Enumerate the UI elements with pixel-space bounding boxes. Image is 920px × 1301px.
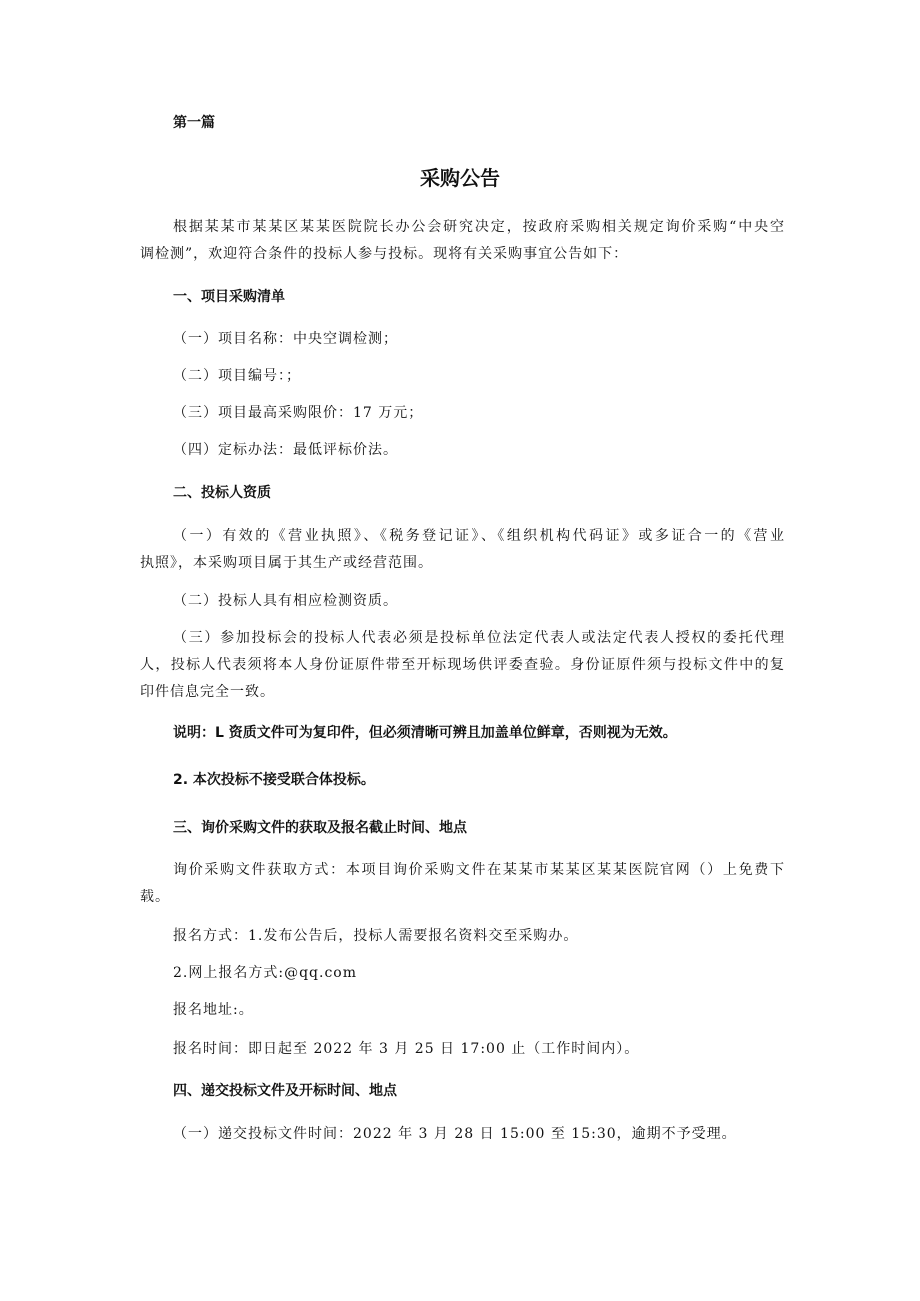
section-4-item-1: （一）递交投标文件时间：2022 年 3 月 28 日 15:00 至 15:30，逾期不予受理。 xyxy=(173,1126,737,1142)
part-label: 第一篇 xyxy=(173,115,215,131)
page-title: 采购公告 xyxy=(420,166,500,190)
section-1-item-4: （四）定标办法：最低评标价法。 xyxy=(173,442,398,458)
section-2-item-3-line-1: （三）参加投标会的投标人代表必须是投标单位法定代表人或法定代表人授权的委托代理 xyxy=(173,630,785,646)
section-3-address: 报名地址:。 xyxy=(173,1002,254,1018)
section-3-heading: 三、询价采购文件的获取及报名截止时间、地点 xyxy=(173,820,467,836)
section-3-obtain-line-1: 询价采购文件获取方式：本项目询价采购文件在某某市某某区某某医院官网（）上免费下 xyxy=(173,862,785,878)
section-3-time: 报名时间：即日起至 2022 年 3 月 25 日 17:00 止（工作时间内）。 xyxy=(173,1041,640,1057)
intro-line-1: 根据某某市某某区某某医院院长办公会研究决定，按政府采购相关规定询价采购“中央空 xyxy=(173,219,785,235)
section-1-item-1: （一）项目名称：中央空调检测； xyxy=(173,331,398,347)
section-3-online-signup: 2.网上报名方式:@qq.com xyxy=(173,965,357,981)
section-2-item-1-line-2: 执照》，本采购项目属于其生产或经营范围。 xyxy=(140,555,433,571)
section-4-heading: 四、递交投标文件及开标时间、地点 xyxy=(173,1083,397,1099)
section-1-item-3: （三）项目最高采购限价：17 万元； xyxy=(173,405,424,421)
section-2-item-3-line-2: 人，投标人代表须将本人身份证原件带至开标现场供评委查验。身份证原件须与投标文件中的复 xyxy=(140,657,785,673)
section-2-note-2: 2. 本次投标不接受联合体投标。 xyxy=(173,772,375,788)
intro-line-2: 调检测”，欢迎符合条件的投标人参与投标。现将有关采购事宜公告如下： xyxy=(140,246,629,262)
section-2-item-2: （二）投标人具有相应检测资质。 xyxy=(173,593,398,609)
section-2-heading: 二、投标人资质 xyxy=(173,485,271,501)
section-3-obtain-line-2: 载。 xyxy=(140,889,170,905)
section-1-heading: 一、项目采购清单 xyxy=(173,289,285,305)
section-2-item-3-line-3: 印件信息完全一致。 xyxy=(140,684,275,700)
section-1-item-2: （二）项目编号：； xyxy=(173,368,301,384)
section-2-item-1-line-1: （一）有效的《营业执照》、《税务登记证》、《组织机构代码证》或多证合一的《营业 xyxy=(173,528,785,544)
section-2-note-1: 说明：L 资质文件可为复印件，但必须清晰可辨且加盖单位鲜章，否则视为无效。 xyxy=(173,725,677,741)
section-3-signup-method: 报名方式：1.发布公告后，投标人需要报名资料交至采购办。 xyxy=(173,928,579,944)
